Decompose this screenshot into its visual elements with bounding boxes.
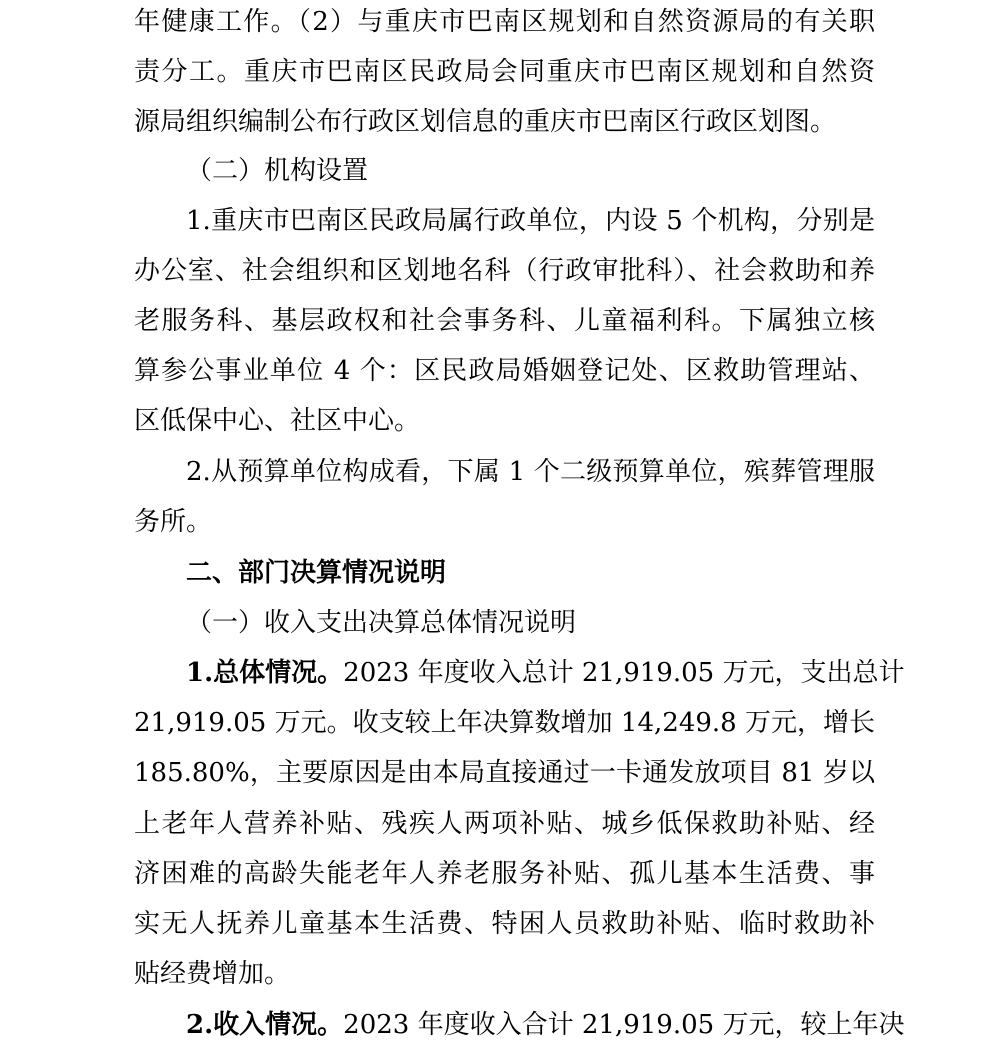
text-line: 贴经费增加。 (134, 959, 291, 989)
text-line (134, 1000, 905, 1050)
text-span: 2023 年度收入总计 21,919.05 万元，支出总计 (343, 658, 905, 688)
text-line: 实无人抚养儿童基本生活费、特困人员救助补贴、临时救助补 (134, 909, 875, 939)
text-line: 办公室、社会组织和区划地名科（行政审批科）、社会救助和养 (134, 256, 875, 286)
text-line: 责分工。重庆市巴南区民政局会同重庆市巴南区规划和自然资 (134, 57, 875, 87)
text-line: 务所。 (134, 507, 213, 537)
text-line: 1.重庆市巴南区民政局属行政单位，内设 5 个机构，分别是 (186, 206, 875, 236)
text-line: 上老年人营养补贴、残疾人两项补贴、城乡低保救助补贴、经 (134, 809, 875, 839)
section-heading: 二、部门决算情况说明 (186, 558, 447, 588)
paragraph-lead: 1.总体情况。 (186, 658, 344, 688)
text-line: 老服务科、基层政权和社会事务科、儿童福利科。下属独立核 (134, 306, 875, 336)
text-line: 济困难的高龄失能老年人养老服务补贴、孤儿基本生活费、事 (134, 859, 875, 889)
text-span: 2023 年度收入合计 21,919.05 万元，较上年决 (343, 1010, 905, 1040)
text-line: 源局组织编制公布行政区划信息的重庆市巴南区行政区划图。 (134, 107, 837, 137)
text-line: 2.从预算单位构成看，下属 1 个二级预算单位，殡葬管理服 (186, 457, 875, 487)
text-line: 算参公事业单位 4 个：区民政局婚姻登记处、区救助管理站、 (134, 356, 875, 386)
paragraph-lead: 2.收入情况。 (186, 1010, 344, 1040)
text-line (134, 648, 905, 698)
text-line: 区低保中心、社区中心。 (134, 406, 421, 436)
subsection-heading: （二）机构设置 (186, 156, 369, 186)
text-line: 年健康工作。（2）与重庆市巴南区规划和自然资源局的有关职 (134, 7, 875, 37)
subsection-heading: （一）收入支出决算总体情况说明 (186, 608, 577, 638)
text-line: 21,919.05 万元。收支较上年决算数增加 14,249.8 万元，增长 (134, 708, 875, 738)
text-line: 185.80%，主要原因是由本局直接通过一卡通发放项目 81 岁以 (134, 758, 875, 788)
